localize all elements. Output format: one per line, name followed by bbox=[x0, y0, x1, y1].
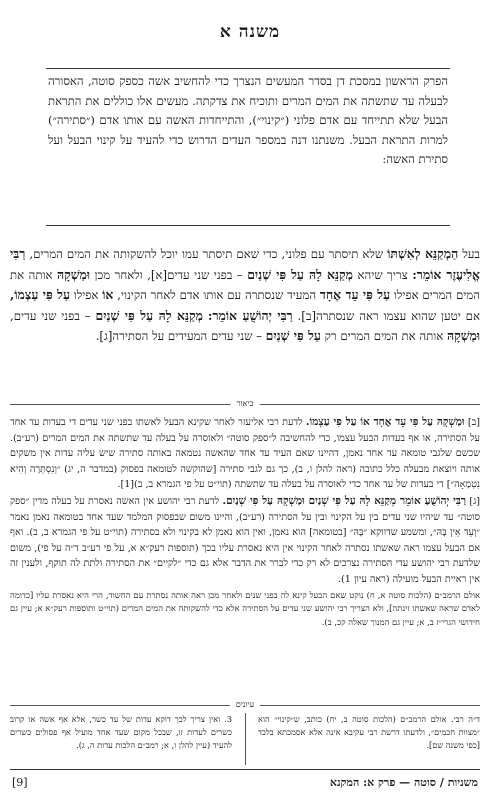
mishnah-text bbox=[10, 244, 480, 347]
main-keyword: רַבִּי אֱלִיעֶזֶר אוֹמֵר: bbox=[10, 246, 480, 282]
main-segment: אפילו bbox=[73, 288, 99, 303]
main-segment: אם יטען שהוא עצמו ראה שנסתרה[ב]. bbox=[297, 308, 480, 323]
biur-keyword: רַבִּי יְהוֹשֻׁעַ אוֹמֵר מְקַנֵּא לָהּ עַל פִּי שְׁנַיִם וּמַשְׁקָהּ עַל פִּי שְׁנַיִם. bbox=[222, 494, 466, 507]
note-column-right: ד״ה רבי. אולם הרמב״ם (הלכות סוטה ב, יח) כותב, ש״קינוי״ הוא ״מצוות חכמים״, ולדעתו דרשת רבי עקיבא אינה אלא אסמכתא בלבד [כפי משנה שם]. bbox=[258, 714, 480, 750]
main-keyword: עַל פִּי שְׁנַיִם bbox=[265, 328, 321, 344]
biur-separator bbox=[10, 398, 480, 410]
biur-text: לדעת רבי יהושע אין האשה נאסרת על בעלה מדין ״ספק סוטה״ עד שיהיו שני עדים בין על הקינוי ובין על הסתירה (רע״ב), והיינו משום שבפסוק המלמד שעד אחד בטומאה נאמן נאמר ״וְעֵד אֵין בָּהּ״, ומשמע שדווקא ״בָּהּ״ [בטומאה] הוא נאמן, ואין הוא נאמן לא בקינוי ולא בסתירה (תוי״ט על פי הגמרא ב, ב). ואף אם הבעל עצמו ראה שאשתו נסתרה לאחר הקינוי אין היא נאסרת עליו בכך (תוספות רעק״א א, על פי רע״ב ד״ה על פי), משום שלדעת רבי יהושע עדי הסתירה נצרכים לא רק כדי לברר את הדבר אלא גם כדי ״לקיים״ את הסתירה ולתת לה תוקף, ולענין זה אין ראיית הבעל מועילה (ראה עיון 1). bbox=[10, 495, 480, 585]
biur-marker: [ג] bbox=[469, 495, 480, 507]
biur-label: ביאור bbox=[231, 398, 260, 410]
biur-paragraph bbox=[10, 589, 480, 630]
biur-paragraph bbox=[10, 415, 480, 493]
main-segment: – שני עדים המעידים על הסתירה[ג]. bbox=[95, 329, 262, 344]
main-keyword: מְקַנֵּא לָהּ עַל פִּי שְׁנַיִם bbox=[95, 307, 203, 323]
running-header: משניות / סוטה — פרק א: המקנא bbox=[329, 776, 478, 789]
main-segment: המעיד שנסתרה עם אותו אדם לאחר הקינוי, bbox=[117, 288, 317, 303]
page-number: [9] bbox=[12, 776, 28, 789]
notes-label: עיונים bbox=[230, 699, 260, 711]
main-keyword: אוֹ bbox=[102, 287, 114, 303]
iyunim-notes bbox=[10, 713, 480, 765]
main-segment: אותה את המים המרים אפילו bbox=[10, 267, 480, 303]
intro-box: הפרק הראשון במסכת דן בסדר המעשים הנצרך כדי להחשיב אשה כספק סוטה, האסורה לבעלה עד שתשתה את המים המרים ותוכיח את צדקתה. מעשים אלו כוללים את התראת הבעל שלא תתייחד עם אדם פלוני (״קינוי״), והתייחדות האשה עם אותו אדם (״סתירה״) למרות התראת הבעל. משנתנו דנה במספר העדים הדרוש כדי להעיד על קינוי הבעל ועל סתירת האשה: bbox=[46, 68, 450, 226]
main-keyword: עַל פִּי עֵד אֶחָד bbox=[319, 287, 391, 303]
page-footer bbox=[10, 769, 480, 793]
main-segment: בעל bbox=[462, 247, 481, 261]
main-keyword: מְקַנֵּא לָהּ עַל פִּי שְׁנַיִם bbox=[247, 266, 353, 282]
biur-commentary bbox=[10, 415, 480, 630]
main-keyword: וּמַשְׁקָהּ bbox=[56, 266, 91, 282]
mishnah-title: משנה א bbox=[219, 22, 281, 42]
column-divider bbox=[245, 713, 246, 765]
main-keyword: עַל פִּי עַצְמוֹ, bbox=[10, 287, 70, 303]
notes-separator bbox=[10, 699, 480, 711]
main-segment: צריך שיהא bbox=[357, 267, 408, 282]
biur-keyword: וּמַשְׁקָהּ עַל פִּי עֵד אֶחָד אוֹ עַל פִּי עַצְמוֹ. bbox=[305, 416, 465, 428]
biur-marker: [ב] bbox=[467, 417, 480, 428]
main-segment: אותה את המים המרים רק bbox=[324, 329, 444, 344]
main-segment: – בפני שני עדים[א], bbox=[147, 267, 243, 282]
note-column-left: 3. ואין צריך לכך דוקא עדות של עד כשר, אלא אף אשה או קרוב כשרים לעדות זו, שבכל מקום שעד אחד מועיל אף פסולים כשרים להעיד (עיין להלן ו, א; רמב״ם הלכות עדות ה, ג). bbox=[10, 714, 232, 750]
biur-text: לדעת רבי אליעזר לאחר שקינא הבעל לאשתו בפני שני עדים די בעדות עד אחד על הסתירה, או אף בעדות הבעל עצמו, כדי להחשיבה ל״ספק סוטה״ ולאוסרה על בעלה עד שתשתה את המים המרים (רע״ב). שכשם שלגבי טומאה עד אחד נאמן, דהיינו שאם העיד עד אחד שהאשה נטמאה באותה סתירה שיש עליה עדות אין משקים אותה ויוצאת מבעלה כלל כתובה (ראה להלן ו, ב), כך גם לגבי סתירה [שהוקשה לטומאה בפסוק (במדבר ה, יג) ״וְנִסְתְּרָה וְהִיא נִטְמָאָה״] די בעדות של עד אחד כדי לאוסרה על בעלה עד שתשתה (תוי״ט על פי הגמרא ב, ב)[1]. bbox=[10, 417, 480, 491]
main-segment: שלא תיסתר עם פלוני, כדי שאם תיסתר עמו יוכל להשקותה את המים המרים, bbox=[29, 247, 384, 261]
main-keyword: הַמְקַנֵּא לְאִשְׁתּוֹ bbox=[387, 246, 459, 261]
biur-paragraph bbox=[10, 494, 480, 588]
main-keyword: וּמַשְׁקָהּ bbox=[446, 328, 480, 344]
biur-text: אולם הרמב״ם (הלכות סוטה א, ח) נוקט שאם הבעל קינא לה בפני שנים ולאחר מכן ראה אותה נסתרת עם החשוד, הרי היא נאסרת עליו [כדומה לאדם שראה שאשתו זינתה], ולא הצריך רבי יהושע שני עדים על הסתירה אלא כדי להשקותה את המים המרים (תוי״ט ותוספות רעק״א א; עיין גם חידושי הגרי״ז ב, א; עיין גם המנוך שאלה קכ, ב). bbox=[10, 589, 480, 627]
main-keyword: רַבִּי יְהוֹשֻׁעַ אוֹמֵר: bbox=[207, 307, 293, 323]
main-segment: ולאחר מכן bbox=[94, 267, 143, 282]
main-segment: – בפני שני עדים, bbox=[10, 308, 91, 323]
